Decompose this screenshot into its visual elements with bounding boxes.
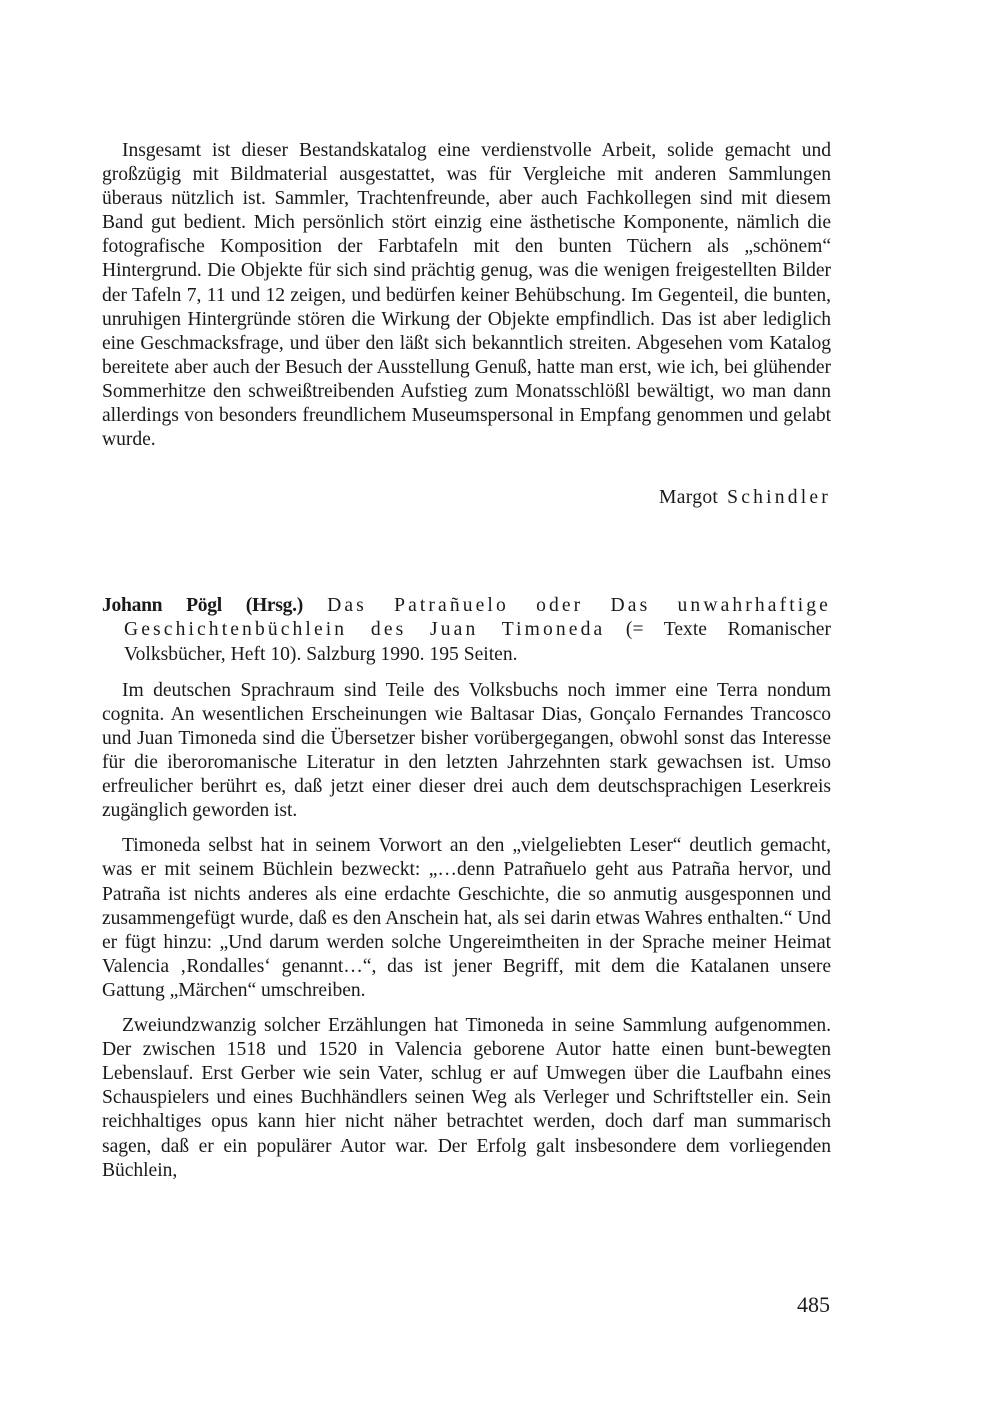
page-number: 485 (797, 1292, 830, 1317)
book-editor: Johann Pögl (Hrsg.) (102, 595, 303, 617)
book-series-info: (= Texte Romanischer Volksbücher, Heft 10). Salzburg 1990. 195 Seiten. (124, 619, 831, 665)
review-paragraph-2: Timoneda selbst hat in seinem Vorwort an den „vielgeliebten Leser“ deutlich gemacht, was er mit seinem Büchlein bezweckt: „…denn Patrañuelo geht aus Patraña hervor, und Patraña ist nichts anderes als eine erdachte Geschichte, die so anmutig ausgesponnen und zusammengefügt wurde, daß es den Anschein hat, als sei darin etwas Wahres enthalten.“ Und er fügt hinzu: „Und darum werden solche Ungereimtheiten in der Sprache meiner Heimat Valencia ‚Rondalles‘ genannt…“, das ist jener Begriff, mit dem die Katalanen unsere Gattung „Märchen“ umschreiben. (102, 835, 831, 1001)
review-bibliographic-heading (102, 594, 831, 667)
reviewer-signature (102, 486, 831, 510)
review-closing-paragraph: Insgesamt ist dieser Bestandskatalog eine verdienstvolle Arbeit, solide gemacht und großzügig mit Bildmaterial ausgestattet, was für Vergleiche mit anderen Sammlungen überaus nützlich ist. Sammler, Trachtenfreunde, aber auch Fachkollegen sind mit diesem Band gut bedient. Mich persönlich stört einzig eine ästhetische Komponente, nämlich die fotografische Komposition der Farbtafeln mit den bunten Tüchern als „schönem“ Hintergrund. Die Objekte für sich sind prächtig genug, was die wenigen freigestellten Bilder der Tafeln 7, 11 und 12 zeigen, und bedürfen keiner Behübschung. Im Gegenteil, die bunten, unruhigen Hintergründe stören die Wirkung der Objekte empfindlich. Das ist aber lediglich eine Geschmacksfrage, und über den läßt sich bekanntlich streiten. Abgesehen vom Katalog bereitete aber auch der Besuch der Ausstellung Genuß, hatte man erst, wie ich, bei glühender Sommerhitze den schweißtreibenden Aufstieg zum Monatsschlößl bewältigt, wo man dann allerdings von besonders freundlichem Museumspersonal in Empfang genommen und gelabt wurde. (102, 140, 831, 451)
review-paragraph-3: Zweiundzwanzig solcher Erzählungen hat Timoneda in seine Sammlung aufgenommen. Der zwischen 1518 und 1520 in Valencia geborene Autor hatte einen bunt-bewegten Lebenslauf. Erst Gerber wie sein Vater, schlug er auf Umwegen über die Laufbahn eines Schauspielers und eines Buchhändlers seinen Weg als Verleger und Schriftsteller ein. Sein reichhaltiges opus kann hier nicht näher betrachtet werden, doch darf man summarisch sagen, daß er ein populärer Autor war. Der Erfolg galt insbesondere dem vorliegenden Büchlein, (102, 1015, 831, 1181)
book-title: Das Patrañuelo oder Das unwahrhaftige Geschichtenbüchlein des Juan Timoneda (124, 595, 831, 641)
review-paragraph-1: Im deutschen Sprachraum sind Teile des Volksbuchs noch immer eine Terra nondum cognita. An wesentlichen Erscheinungen wie Baltasar Dias, Gonçalo Fernandes Trancosco und Juan Timoneda sind die Übersetzer bisher vorübergegangen, obwohl sonst das Interesse für die iberoromanische Literatur in den letzten Jahrzehnten stark gewachsen ist. Umso erfreulicher berührt es, daß jetzt einer dieser drei auch dem deutschsprachigen Leserkreis zugänglich geworden ist. (102, 679, 831, 822)
reviewer-given-name: Margot (659, 487, 719, 509)
page-body (102, 139, 831, 1183)
reviewer-surname: Schindler (727, 487, 831, 509)
